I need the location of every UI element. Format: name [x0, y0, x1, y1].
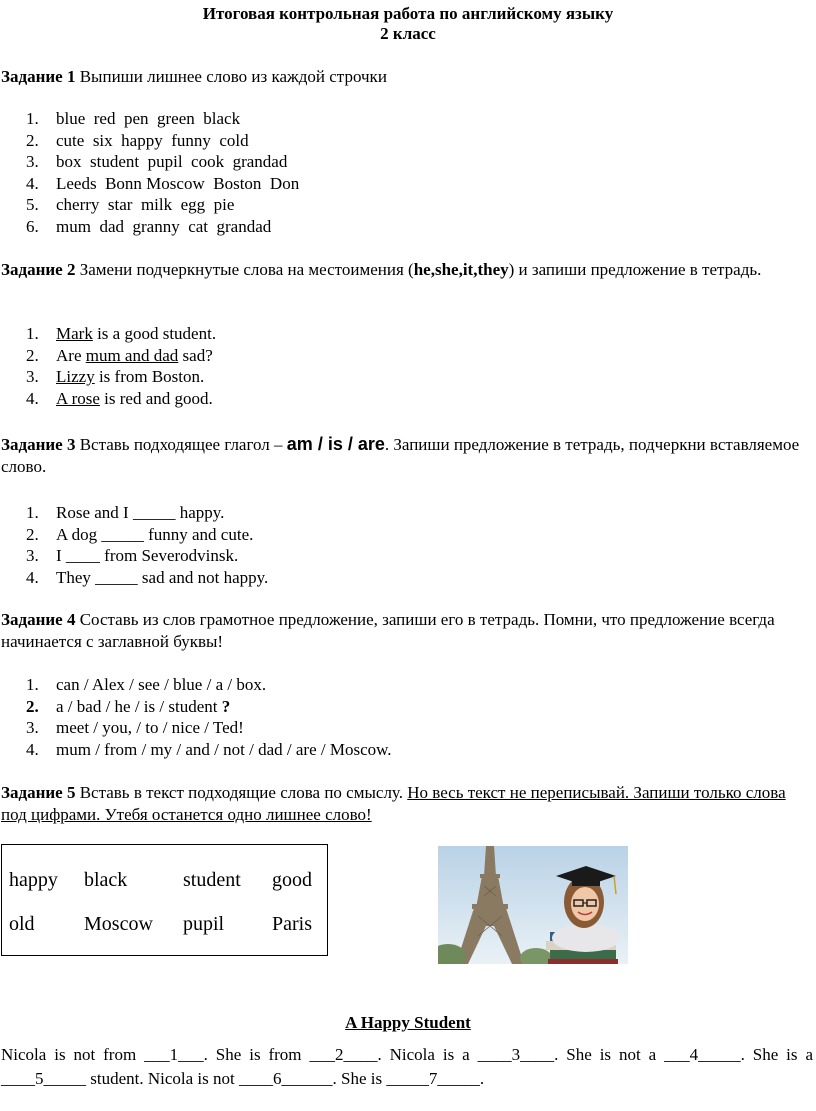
item-number: 4. — [26, 567, 39, 587]
task1-instruction: Выпиши лишнее слово из каждой строчки — [75, 67, 387, 86]
item-text: Leeds Bonn Moscow Boston Don — [56, 173, 300, 193]
task2-pronouns: he,she,it,they — [413, 260, 509, 279]
sentence-suffix: sad? — [178, 345, 213, 365]
item-text: mum dad granny cat grandad — [56, 216, 272, 236]
item-text — [56, 345, 213, 367]
item-text — [56, 388, 213, 410]
task5-label: Задание 5 — [1, 783, 76, 802]
task3-label: Задание 3 — [1, 435, 76, 454]
item-words: a / bad / he / is / student — [56, 696, 222, 716]
underlined-word: A rose — [56, 388, 100, 408]
item-text: They _____ sad and not happy. — [56, 567, 269, 587]
item-number: 1. — [26, 675, 39, 694]
task4-label: Задание 4 — [1, 610, 76, 629]
grade-subtitle: 2 класс — [380, 24, 436, 43]
item-number: 2. — [26, 130, 39, 150]
task3-verbs: am / is / are — [286, 434, 385, 454]
task3-instruction-start: Вставь подходящее глагол – — [75, 435, 287, 454]
word-bank-word: happy — [9, 869, 58, 891]
word-bank — [1, 844, 328, 956]
illustration — [438, 846, 628, 964]
item-number: 2. — [26, 696, 39, 716]
task3-heading — [1, 433, 806, 478]
story-text: Nicola is not from ___1___. She is from ___2____. Nicola is a ____3____. She is not a ___4_____. She is a ____5_____ student. Nicola is not ____6______. She is _____7_____. — [1, 1045, 813, 1088]
item-text: I ____ from Severodvinsk. — [56, 546, 239, 565]
task2-instruction-start: Замени подчеркнутые слова на местоимения ( — [75, 260, 414, 279]
word-bank-word: Paris — [272, 913, 312, 935]
underlined-word: Mark — [56, 324, 93, 343]
question-mark: ? — [221, 696, 231, 716]
word-bank-word: old — [9, 913, 35, 935]
task4-instruction: Составь из слов грамотное предложение, запиши его в тетрадь. Помни, что предложение всегда начинается с заглавной буквы! — [1, 610, 775, 651]
item-number: 3. — [26, 546, 39, 565]
sentence-suffix: is a good student. — [92, 324, 217, 343]
word-bank-word: Moscow — [84, 913, 153, 935]
task2-instruction-end: ) и запиши предложение в тетрадь. — [508, 260, 762, 279]
item-text: meet / you, / to / nice / Ted! — [56, 718, 244, 737]
item-number: 3. — [26, 367, 39, 386]
sentence-suffix: is from Boston. — [94, 367, 205, 386]
underlined-word: Lizzy — [56, 367, 95, 386]
item-number: 4. — [26, 739, 39, 759]
word-bank-word: good — [272, 869, 312, 891]
item-number: 4. — [26, 173, 39, 193]
item-text — [56, 323, 216, 345]
task5-instruction: Вставь в текст подходящие слова по смыслу. — [75, 783, 408, 802]
item-number: 2. — [26, 345, 39, 365]
item-number: 4. — [26, 388, 39, 408]
item-number: 3. — [26, 718, 39, 737]
task2-heading — [1, 259, 806, 281]
page-title: Итоговая контрольная работа по английскому языку — [202, 4, 614, 23]
item-text: can / Alex / see / blue / a / box. — [56, 675, 267, 694]
task5-underlined-note: Но весь текст не переписывай. Запиши только слова под цифрами. Утебя останется одно лишнее слово! — [1, 783, 786, 824]
item-number: 2. — [26, 524, 39, 544]
word-bank-word: black — [84, 869, 128, 891]
item-text: cherry star milk egg pie — [56, 195, 235, 214]
item-text: blue red pen green black — [56, 109, 241, 128]
item-number: 3. — [26, 152, 39, 171]
story-title: A Happy Student — [345, 1013, 471, 1032]
word-bank-word: pupil — [183, 913, 225, 935]
eiffel-student-image — [438, 846, 628, 964]
item-number: 1. — [26, 324, 39, 343]
item-text: mum / from / my / and / not / dad / are / Moscow. — [56, 739, 392, 759]
task1-label: Задание 1 — [1, 67, 76, 86]
item-text: box student pupil cook grandad — [56, 152, 288, 171]
item-text: Rose and I _____ happy. — [56, 503, 225, 522]
item-text: cute six happy funny cold — [56, 130, 249, 150]
task3-instruction-end: . Запиши предложение в тетрадь, подчеркни вставляемое слово. — [1, 435, 800, 476]
sentence-suffix: is red and good. — [99, 388, 213, 408]
item-number: 5. — [26, 195, 39, 214]
task1-heading — [1, 66, 806, 88]
task4-heading — [1, 609, 806, 653]
underlined-word: mum and dad — [85, 345, 179, 365]
sentence-prefix: Are — [56, 345, 86, 365]
item-text: A dog _____ funny and cute. — [56, 524, 254, 544]
item-number: 6. — [26, 216, 39, 236]
item-text — [56, 696, 230, 718]
item-number: 1. — [26, 109, 39, 128]
word-bank-word: student — [183, 869, 241, 891]
item-number: 1. — [26, 503, 39, 522]
task5-heading — [1, 782, 806, 826]
task2-label: Задание 2 — [1, 260, 76, 279]
item-text — [56, 366, 204, 388]
